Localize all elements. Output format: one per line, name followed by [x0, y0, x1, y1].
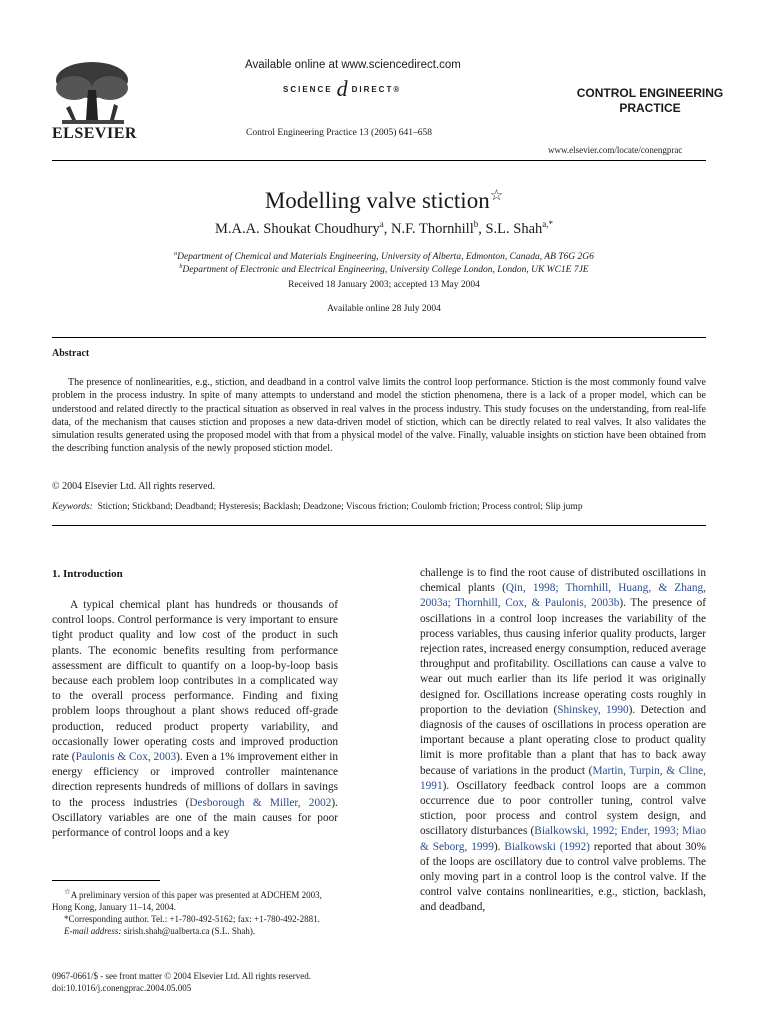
author-separator: , — [383, 220, 391, 237]
journal-url[interactable]: www.elsevier.com/locate/conengprac — [548, 145, 683, 155]
footnote-email-address[interactable]: sirish.shah@ualberta.ca (S.L. Shah). — [123, 926, 256, 936]
affiliation-a-mark: a — [174, 251, 178, 257]
affiliation-b-text: Department of Electronic and Electrical Engineering, University College London, London, UK WC1E 7JE — [182, 265, 589, 276]
abstract-text: The presence of nonlinearities, e.g., stiction, and deadband in a control valve limits the control loop performance. Stiction is the most commonly found valve problem in the process industry. In spite of many attempts to understand and model the stiction phenomena, there is a lack of a proper model, which can be understood and related directly to the practical situation as observed in real valves in the process industry. This study focuses on the understanding, from real-life data, of the mechanism that causes stiction and proposes a new data-driven model of stiction, which can be directly related to real valves. It also validates the simulation results generated using the proposed model with that from a physical model of the valve. Finally, valuable insights on stiction have been obtained from the describing function analysis of the newly proposed stiction model. — [52, 377, 706, 455]
abstract-divider-top — [52, 337, 706, 338]
footnote-corresponding: *Corresponding author. Tel.: +1-780-492-5162; fax: +1-780-492-2881. — [64, 914, 320, 924]
citation-link[interactable]: Bialkowski (1992) — [504, 840, 590, 853]
body-text: challenge is to find the root cause of distributed oscillations in chemical plants ( — [420, 567, 706, 595]
author-name[interactable]: N.F. Thornhill — [390, 220, 474, 237]
received-dates: Received 18 January 2003; accepted 13 May 2004 — [288, 280, 480, 290]
body-text: ). Even a 1% improvement either in energy efficiency or improved controller maintenance direction represents hundreds of millions of dollars in savings to the process industries ( — [52, 751, 339, 809]
available-online-date: Available online 28 July 2004 — [327, 304, 441, 314]
footnotes — [52, 886, 338, 937]
author-affiliation-mark: a,* — [542, 219, 554, 229]
keywords-list: Stiction; Stickband; Deadband; Hysteresis; Backlash; Deadzone; Viscous friction; Coulomb friction; Process control; Slip jump — [97, 502, 583, 512]
body-text: ). — [493, 840, 505, 853]
citation-link[interactable]: Desborough & Miller, 2002 — [189, 796, 332, 809]
sd-logo-left: SCIENCE — [283, 84, 333, 94]
article-title — [0, 186, 768, 214]
author-affiliation-mark: a — [379, 219, 384, 229]
citation-link[interactable]: Bialkowski, 1992; Ender, 1993; Miao & Seborg, 1999 — [420, 825, 706, 853]
journal-citation: Control Engineering Practice 13 (2005) 641–658 — [246, 128, 433, 138]
author-name[interactable]: S.L. Shah — [485, 220, 543, 237]
title-text: Modelling valve stiction — [264, 188, 490, 213]
body-text: reported that about 30% of the loops are oscillatory due to control valve problems. The only moving part in a control loop is the control valve. If the control valve contains nonlinearities, e.g., stiction, backlash, and deadband, — [420, 840, 706, 914]
title-footnote-mark[interactable]: ☆ — [489, 188, 504, 204]
citation-link[interactable]: Martin, Turpin, & Cline, 1991 — [420, 764, 706, 792]
journal-name-line1: CONTROL ENGINEERING — [576, 86, 724, 100]
journal-name — [560, 86, 740, 116]
body-text: ). Oscillatory variables are one of the main causes for poor performance of control loops and a key — [52, 796, 338, 840]
affiliation-a — [0, 251, 768, 262]
publisher-name: ELSEVIER — [52, 125, 137, 142]
author-affiliation-mark: b — [473, 219, 479, 229]
body-text: A typical chemical plant has hundreds or thousands of control loops. Control performance is very important to ensure tight product quality and low cost of the product in such plants. The economic benefits resulting from performance assessment are difficult to quantify on a loop-by-loop basis because each problem loop contributes in a complicated way to the overall process performance. Finding and fixing problem loops throughout a plant shows reduced off-grade production, reduced product property variability, and occasionally lower operating costs and improved production rate ( — [52, 599, 338, 764]
body-text: ). The presence of oscillations in a control loop increases the variability of the process variables, thus causing inferior quality products, larger rejection rates, increased energy consumption, reduced average throughput and profitability. Oscillations can cause a valve to wear out much earlier than its life period it was originally designed for. Oscillations increase operating costs roughly in proportion to the deviation ( — [420, 597, 706, 716]
elsevier-tree-drawing — [52, 58, 134, 128]
available-online-notice: Available online at www.sciencedirect.com — [245, 59, 461, 71]
front-matter-notice — [52, 970, 311, 994]
keywords-label: Keywords: — [52, 502, 93, 512]
body-text: ). Detection and diagnosis of the causes of oscillations in process operation are important because a plant operating close to product quality limit is more profitable than a plant that has to back away because of variations in the product ( — [420, 703, 706, 777]
section-heading-introduction: 1. Introduction — [52, 568, 123, 580]
body-text: ). Oscillatory feedback control loops are a common occurrence due to poor controller tuning, control valve stiction, poor process and control system design, and oscillatory disturbances ( — [420, 779, 706, 838]
citation-link[interactable]: Qin, 1998; Thornhill, Huang, & Zhang, 2003a; Thornhill, Cox, & Paulonis, 2003b — [420, 582, 706, 610]
affiliation-b-mark: b — [179, 264, 183, 270]
affiliation-a-text: Department of Chemical and Materials Engineering, University of Alberta, Edmonton, Canada, AB T6G 2G6 — [177, 252, 594, 263]
abstract-heading: Abstract — [52, 348, 90, 359]
footnote-preliminary — [52, 886, 338, 913]
footnote-preliminary-text: A preliminary version of this paper was presented at ADCHEM 2003, Hong Kong, January 11–14, 2004. — [52, 890, 322, 912]
footnote-email-label: E-mail address: — [64, 926, 122, 936]
sd-logo-at: d — [336, 76, 348, 101]
front-matter-line1: 0967-0661/$ - see front matter © 2004 Elsevier Ltd. All rights reserved. — [52, 971, 312, 981]
author-separator: , — [478, 220, 486, 237]
body-column-left — [52, 598, 338, 841]
keywords — [52, 502, 706, 512]
author-name[interactable]: M.A.A. Shoukat Choudhury — [214, 220, 380, 237]
affiliation-b — [0, 264, 768, 275]
body-column-right — [420, 566, 706, 916]
abstract-divider-bottom — [52, 525, 706, 526]
doi[interactable]: doi:10.1016/j.conengprac.2004.05.005 — [52, 983, 192, 993]
sd-logo-right: DIRECT® — [351, 84, 402, 94]
journal-name-line2: PRACTICE — [619, 101, 681, 115]
citation-link[interactable]: Paulonis & Cox, 2003 — [75, 751, 177, 764]
citation-link[interactable]: Shinskey, 1990 — [557, 703, 629, 716]
footnote-star-mark: ☆ — [64, 887, 71, 896]
abstract-copyright: © 2004 Elsevier Ltd. All rights reserved. — [52, 481, 216, 492]
footnote-divider — [52, 880, 160, 881]
header-divider — [52, 160, 706, 161]
footnote-email — [52, 925, 338, 937]
author-list — [0, 219, 768, 238]
sciencedirect-logo-icon — [283, 78, 401, 100]
